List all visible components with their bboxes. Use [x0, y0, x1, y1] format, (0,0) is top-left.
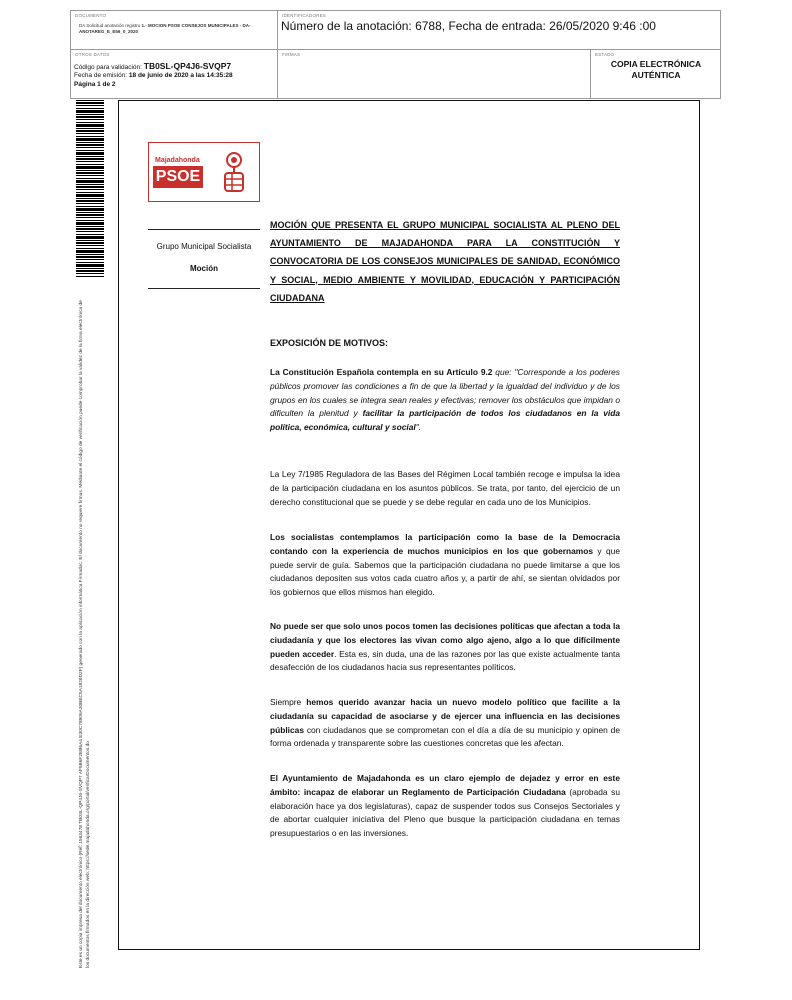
paragraph-2: La Ley 7/1985 Reguladora de las Bases del Régimen Local también recoge e impulsa la idea de la participación ciudadana en los asuntos públicos. Se trata, por tanto, del ejercicio de un derecho constitucional que se puede y se debe regular en cada uno de los Municipios.	[270, 469, 620, 507]
psoe-logo	[148, 142, 260, 202]
divider-bottom	[148, 288, 260, 289]
paragraph-3: Los socialistas contemplamos la participación como la base de la Democracia contando con la experiencia de muchos municipios en los que gobernamos y que puede servir de guía. Sabemos que la participación ciudadana no puede limitarse a que los ciudadanos depositen sus votos cada cuatro años y, a partir de ahí, se sientan olvidados por los gobiernos que ellos mismos han elegido.	[270, 532, 620, 598]
rose-fist-icon	[219, 151, 249, 195]
validation-code: TB0SL-QP4J6-SVQP7	[143, 61, 232, 71]
header-other-box: OTROS DATOS Código para validación: TB0SL-QP4J6-SVQP7 Fecha de emisión: 18 de junio de 2020 a las 14:35:28 Página 1 de 2	[70, 49, 278, 99]
motion-title: MOCIÓN QUE PRESENTA EL GRUPO MUNICIPAL SOCIALISTA AL PLENO DEL AYUNTAMIENTO DE MAJADAHONDA PARA LA CONSTITUCIÓN Y CONVOCATORIA DE LOS CONSEJOS MUNICIPALES DE SANIDAD, ECONÓMICO Y SOCIAL, MEDIO AMBIENTE Y MOVILIDAD, EDUCACIÓN Y PARTICIPACIÓN CIUDADANA	[270, 220, 620, 303]
paragraph-1: La Constitución Española contempla en su Artículo 9.2 que: "Corresponde a los poderes públicos promover las condiciones a fin de que la libertad y la igualdad del individuo y de los grupos en los cuales se integra sean reales y efectivas; remover los obstáculos que impidan o dificulten la plenitud y facilitar la participación de todos los ciudadanos en la vida política, económica, cultural y social".	[270, 367, 621, 433]
logo-party: PSOE	[153, 166, 203, 188]
paragraph-4: No puede ser que solo unos pocos tomen las decisiones políticas que afectan a toda la ciudadanía y que los electores las vivan como algo ajeno, algo a lo que difícilmente pueden acceder. Esta es, sin duda, una de las razones por las que existe actualmente tanta desafección de los ciudadanos hacia sus representantes políticos.	[270, 621, 620, 673]
verification-side-note: Este es un copia impresa del documento electrónico (Ref: 1563478 TB0SL-QP4J6-SVQP7 AF5B6F2EB6A4 E30C78906A30BEC5A1828D2F) generado con la aplicación informática Firmadoc. El documento no requiere firmas. Mediante el código de verificación puede comprobar la validez de la firma electrónica de los documentos firmados en la dirección web: https://sede.majadahonda.org/portal/verificarDocumentos.do	[79, 300, 91, 968]
barcode	[76, 100, 104, 278]
issue-date: 18 de junio de 2020 a las 14:35:28	[128, 72, 233, 79]
document-type: Moción	[190, 264, 218, 273]
header-estado-box	[590, 49, 721, 99]
doc-label: DOCUMENTO	[75, 13, 107, 18]
page-number: Página 1 de 2	[74, 81, 116, 88]
group-name: Grupo Municipal Socialista	[156, 242, 252, 251]
divider-top	[148, 229, 260, 230]
header-document-box	[70, 10, 278, 50]
other-label: OTROS DATOS	[75, 52, 110, 57]
annotation-info: Número de la anotación: 6788, Fecha de entrada: 26/05/2020 9:46 :00	[281, 19, 656, 33]
estado-label: ESTADO	[595, 52, 615, 57]
paragraph-5: Siempre hemos querido avanzar hacia un nuevo modelo político que facilite a la ciudadanía su capacidad de asociarse y de ejercer una influencia en las decisiones públicas con ciudadanos que se comprometan con el día a día de su municipio y opinen de forma ordenada y transparente sobre las cuestiones concretas que les afectan.	[270, 697, 621, 749]
paragraph-6: El Ayuntamiento de Majadahonda es un claro ejemplo de dejadez y error en este ámbito: incapaz de elaborar un Reglamento de Participación Ciudadana (aprobada su elaboración hace ya dos legislaturas), capaz de suspender todos sus Consejos Sectoriales y de abortar cualquier iniciativa del Pleno que busque la participación ciudadana en temas presupuestarios o en las inversiones.	[270, 773, 620, 839]
estado-text: COPIA ELECTRÓNICA AUTÉNTICA	[610, 59, 702, 80]
logo-town: Majadahonda	[155, 157, 200, 164]
header-identifiers-box	[277, 10, 721, 50]
ident-label: IDENTIFICADORES	[282, 13, 327, 18]
firmas-label: FIRMAS	[282, 52, 301, 57]
section-heading: EXPOSICIÓN DE MOTIVOS:	[270, 338, 389, 348]
doc-description: DA Solicitud anotación registro 1.- MOCION PSOE CONSEJOS MUNICIPALES - DA-ANOTAREG_E_E56_0_2020	[79, 23, 251, 34]
header-firmas-box	[277, 49, 591, 99]
